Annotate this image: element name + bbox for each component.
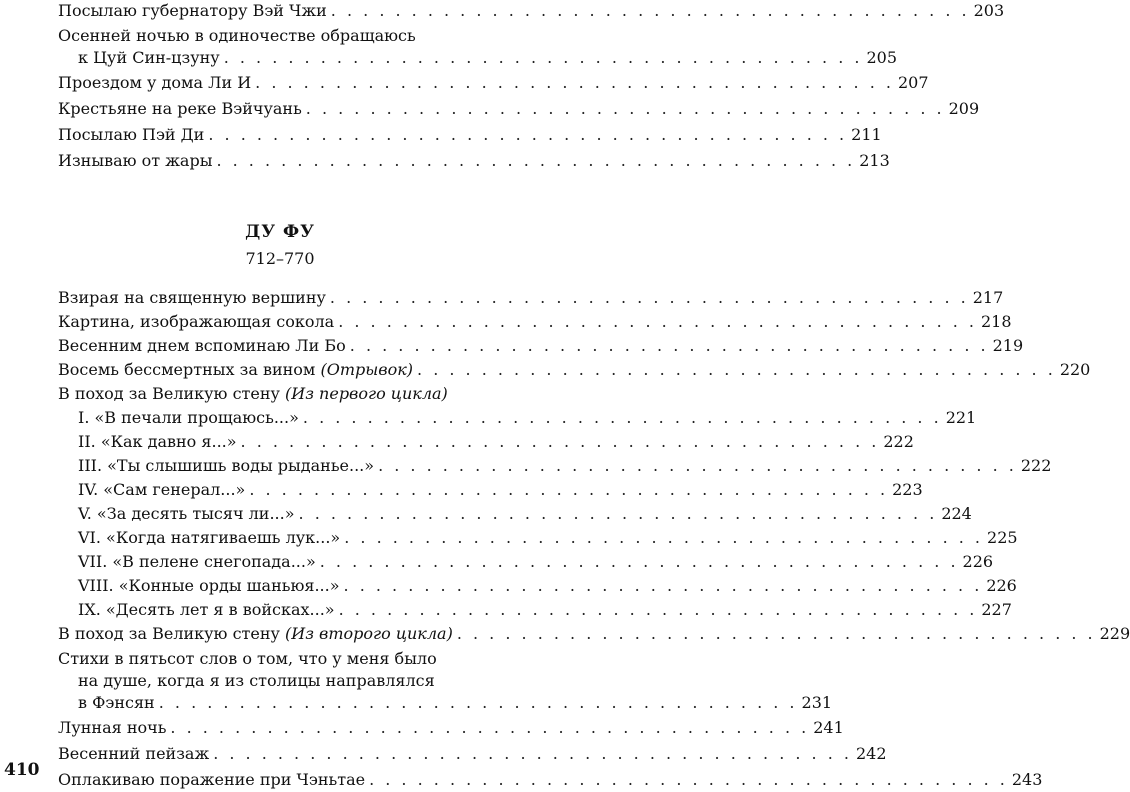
author-years: 712–770 — [245, 249, 315, 268]
toc-entry-page: 222 — [1020, 456, 1052, 475]
toc-entry-page: 241 — [813, 718, 844, 737]
toc-entry[interactable] — [58, 71, 929, 95]
toc-entry-page: 229 — [1099, 624, 1130, 643]
leader-dots: . . . . . . . . . . . . . . . . . . . . . . . . . . . . . . . . . . . . . . . . — [343, 576, 983, 595]
toc-entry-title: Посылаю губернатору Вэй Чжи — [58, 1, 327, 20]
leader-dots: . . . . . . . . . . . . . . . . . . . . . . . . . . . . . . . . . . . . . . . . — [330, 1, 970, 20]
leader-dots: . . . . . . . . . . . . . . . . . . . . . . . . . . . . . . . . . . . . . . . . — [319, 552, 959, 571]
toc-entry-title: V. «За десять тысяч ли...» — [78, 504, 295, 523]
toc-entry-page: 211 — [851, 125, 882, 144]
toc-entry-title-line: Осенней ночью в одиночестве обращаюсь — [58, 26, 416, 45]
toc-entry[interactable] — [58, 648, 833, 714]
toc-entry-title: В поход за Великую стену — [58, 384, 280, 403]
toc-entry-title: Весенний пейзаж — [58, 744, 210, 763]
toc-group-heading — [58, 382, 502, 406]
toc-entry-page: 226 — [986, 576, 1017, 595]
toc-subentry[interactable] — [58, 430, 914, 454]
toc-entry-title-line: к Цуй Син-цзуну — [78, 48, 220, 67]
table-of-contents — [58, 0, 1130, 792]
toc-entry-title: Изнываю от жары — [58, 151, 213, 170]
toc-entry-page: 225 — [987, 528, 1018, 547]
toc-entry-title: IX. «Десять лет я в войсках...» — [78, 600, 335, 619]
toc-entry-title: Проездом у дома Ли И — [58, 73, 252, 92]
toc-entry-title: Крестьяне на реке Вэйчуань — [58, 99, 302, 118]
leader-dots: . . . . . . . . . . . . . . . . . . . . . . . . . . . . . . . . . . . . . . . . — [223, 48, 863, 67]
toc-entry-page: 242 — [855, 744, 887, 763]
toc-entry-page: 220 — [1059, 360, 1091, 379]
toc-entry-title: Посылаю Пэй Ди — [58, 125, 205, 144]
toc-entry-page: 209 — [948, 99, 980, 118]
toc-subentry[interactable] — [58, 526, 1018, 550]
toc-entry-page: 218 — [981, 312, 1012, 331]
toc-entry-page: 222 — [883, 432, 914, 451]
toc-subentry[interactable] — [58, 502, 972, 526]
leader-dots: . . . . . . . . . . . . . . . . . . . . . . . . . . . . . . . . . . . . . . . . — [158, 693, 798, 712]
toc-entry-title: I. «В печали прощаюсь...» — [78, 408, 299, 427]
leader-dots: . . . . . . . . . . . . . . . . . . . . . . . . . . . . . . . . . . . . . . . . — [369, 770, 1008, 789]
leader-dots: . . . . . . . . . . . . . . . . . . . . . . . . . . . . . . . . . . . . . . . . — [170, 718, 810, 737]
author-name: ДУ ФУ — [245, 222, 315, 242]
toc-entry-title: III. «Ты слышишь воды рыданье...» — [78, 456, 375, 475]
toc-subentry[interactable] — [58, 550, 994, 574]
toc-entry-title: Лунная ночь — [58, 718, 167, 737]
toc-entry-title: Взирая на священную вершину — [58, 288, 326, 307]
toc-entry-title: Оплакиваю поражение при Чэньтае — [58, 770, 366, 789]
toc-entry-title: VIII. «Конные орды шаньюя...» — [78, 576, 340, 595]
toc-subentry[interactable] — [58, 574, 1017, 598]
leader-dots: . . . . . . . . . . . . . . . . . . . . . . . . . . . . . . . . . . . . . . . . — [255, 73, 894, 92]
leader-dots: . . . . . . . . . . . . . . . . . . . . . . . . . . . . . . . . . . . . . . . . — [249, 480, 889, 499]
leader-dots: . . . . . . . . . . . . . . . . . . . . . . . . . . . . . . . . . . . . . . . . — [213, 744, 852, 763]
leader-dots: . . . . . . . . . . . . . . . . . . . . . . . . . . . . . . . . . . . . . . . . — [216, 151, 856, 170]
toc-entry[interactable] — [58, 716, 844, 740]
leader-dots: . . . . . . . . . . . . . . . . . . . . . . . . . . . . . . . . . . . . . . . . — [302, 408, 942, 427]
toc-entry[interactable] — [58, 334, 1024, 358]
toc-entry[interactable] — [58, 149, 890, 173]
toc-entry-page: 243 — [1011, 770, 1043, 789]
toc-entry[interactable] — [58, 358, 1091, 382]
toc-entry-title: Картина, изображающая сокола — [58, 312, 335, 331]
toc-entry[interactable] — [58, 25, 898, 69]
leader-dots: . . . . . . . . . . . . . . . . . . . . . . . . . . . . . . . . . . . . . . . . — [240, 432, 880, 451]
page-number: 410 — [4, 760, 40, 780]
toc-entry[interactable] — [58, 286, 1004, 310]
toc-entry-title: В поход за Великую стену (Из второго цикла) — [58, 624, 453, 643]
toc-entry-note: (Из первого цикла) — [285, 384, 448, 403]
leader-dots: . . . . . . . . . . . . . . . . . . . . . . . . . . . . . . . . . . . . . . . . — [456, 624, 1096, 643]
toc-entry[interactable] — [58, 742, 887, 766]
toc-entry-title: Весенним днем вспоминаю Ли Бо — [58, 336, 346, 355]
leader-dots: . . . . . . . . . . . . . . . . . . . . . . . . . . . . . . . . . . . . . . . . — [344, 528, 984, 547]
toc-entry-page: 205 — [866, 48, 898, 67]
leader-dots: . . . . . . . . . . . . . . . . . . . . . . . . . . . . . . . . . . . . . . . . — [298, 504, 938, 523]
toc-entry-note: (Из второго цикла) — [285, 624, 453, 643]
leader-dots: . . . . . . . . . . . . . . . . . . . . . . . . . . . . . . . . . . . . . . . . — [208, 125, 848, 144]
toc-subentry[interactable] — [58, 406, 977, 430]
leader-dots: . . . . . . . . . . . . . . . . . . . . . . . . . . . . . . . . . . . . . . . . — [338, 600, 978, 619]
leader-dots: . . . . . . . . . . . . . . . . . . . . . . . . . . . . . . . . . . . . . . . . — [305, 99, 945, 118]
toc-entry-page: 231 — [801, 693, 833, 712]
toc-entry-title: VII. «В пелене снегопада...» — [78, 552, 316, 571]
toc-entry-note: (Отрывок) — [320, 360, 414, 379]
toc-entry-page: 223 — [892, 480, 923, 499]
toc-entry-title-line: в Фэнсян — [78, 693, 155, 712]
toc-entry[interactable] — [58, 123, 882, 147]
toc-entry[interactable] — [58, 0, 1005, 23]
leader-dots: . . . . . . . . . . . . . . . . . . . . . . . . . . . . . . . . . . . . . . . . — [378, 456, 1017, 475]
toc-entry-page: 224 — [941, 504, 972, 523]
toc-entry[interactable] — [58, 310, 1012, 334]
toc-entry-title: IV. «Сам генерал...» — [78, 480, 246, 499]
toc-entry-page: 221 — [945, 408, 977, 427]
toc-entry-page: 226 — [962, 552, 994, 571]
toc-entry-title-line: на душе, когда я из столицы направлялся — [78, 671, 435, 690]
leader-dots: . . . . . . . . . . . . . . . . . . . . . . . . . . . . . . . . . . . . . . . . — [349, 336, 989, 355]
toc-entry-page: 219 — [992, 336, 1024, 355]
leader-dots: . . . . . . . . . . . . . . . . . . . . . . . . . . . . . . . . . . . . . . . . — [417, 360, 1056, 379]
toc-entry-title-line: Стихи в пятьсот слов о том, что у меня было — [58, 649, 437, 668]
toc-entry-page: 207 — [897, 73, 929, 92]
toc-entry-page: 227 — [981, 600, 1012, 619]
toc-entry[interactable] — [58, 622, 1130, 646]
toc-subentry[interactable] — [58, 478, 923, 502]
toc-entry-title: II. «Как давно я...» — [78, 432, 237, 451]
toc-entry[interactable] — [58, 97, 980, 121]
toc-subentry[interactable] — [58, 598, 1012, 622]
toc-entry-page: 203 — [973, 1, 1005, 20]
leader-dots: . . . . . . . . . . . . . . . . . . . . . . . . . . . . . . . . . . . . . . . . — [329, 288, 969, 307]
toc-entry-page: 217 — [972, 288, 1004, 307]
toc-subentry[interactable] — [58, 454, 1052, 478]
toc-entry-title: Восемь бессмертных за вином (Отрывок) — [58, 360, 414, 379]
toc-entry-page: 213 — [859, 151, 890, 170]
toc-entry-title: VI. «Когда натягиваешь лук...» — [78, 528, 341, 547]
toc-entry[interactable] — [58, 768, 1043, 792]
leader-dots: . . . . . . . . . . . . . . . . . . . . . . . . . . . . . . . . . . . . . . . . — [338, 312, 977, 331]
